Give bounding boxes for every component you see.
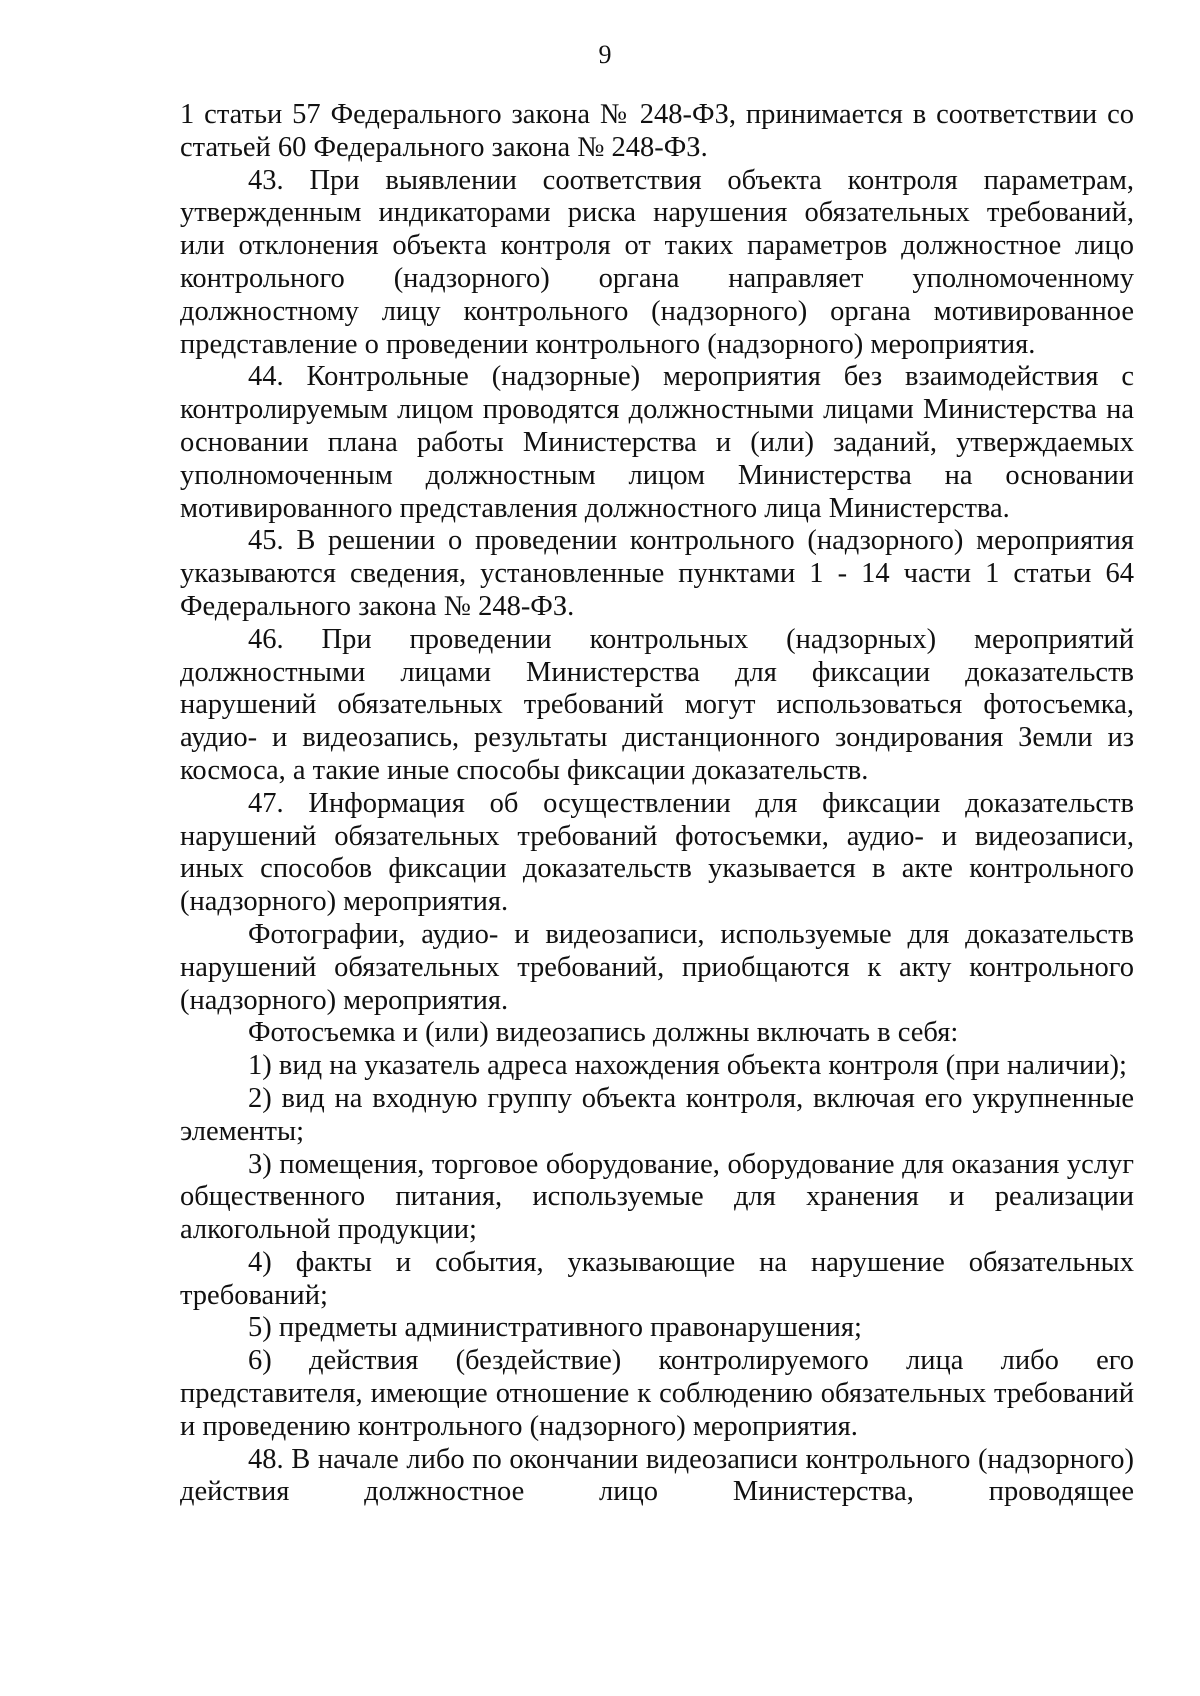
paragraph-continuation: 1 статьи 57 Федерального закона № 248-ФЗ, принимается в соответствии со статьей 60 Федерального закона № 248-ФЗ.: [180, 99, 1134, 163]
list-item-2: 2) вид на входную группу объекта контроля, включая его укрупненные элементы;: [180, 1082, 1134, 1147]
paragraph-45: 45. В решении о проведении контрольного (надзорного) мероприятия указываются сведения, установленные пунктами 1 - 14 части 1 статьи 64 Федерального закона № 248-ФЗ.: [180, 525, 1134, 622]
list-item-4: 4) факты и события, указывающие на нарушение обязательных требований;: [180, 1246, 1134, 1311]
list-item-3: 3) помещения, торговое оборудование, оборудование для оказания услуг общественного питания, используемые для хранения и реализации алкогольной продукции;: [180, 1148, 1134, 1246]
list-item-5: 5) предметы административного правонарушения;: [248, 1312, 862, 1344]
list-item-1: 1) вид на указатель адреса нахождения объекта контроля (при наличии);: [248, 1050, 1127, 1082]
paragraph-46: 46. При проведении контрольных (надзорных) мероприятий должностными лицами Министерства для фиксации доказательств нарушений обязательных требований могут использоваться фотосъемка, аудио- и видеозапись, результаты дистанционного зондирования Земли из космоса, а такие иные способы фиксации доказательств.: [180, 623, 1134, 786]
paragraph-47-list-intro: Фотосъемка и (или) видеозапись должны включать в себя:: [248, 1017, 959, 1049]
page-number: 9: [598, 40, 612, 69]
paragraph-44: 44. Контрольные (надзорные) мероприятия без взаимодействия с контролируемым лицом проводятся должностными лицами Министерства на основании плана работы Министерства и (или) заданий, утверждаемых уполномоченным должностным лицом Министерства на основании мотивированного представления должностного лица Министерства.: [180, 361, 1134, 524]
paragraph-47: 47. Информация об осуществлении для фиксации доказательств нарушений обязательных требований фотосъемки, аудио- и видеозаписи, иных способов фиксации доказательств указывается в акте контрольного (надзорного) мероприятия.: [180, 787, 1134, 918]
document-body: [180, 99, 1134, 1509]
paragraph-47-photos: Фотографии, аудио- и видеозаписи, используемые для доказательств нарушений обязательных требований, приобщаются к акту контрольного (надзорного) мероприятия.: [180, 918, 1134, 1016]
paragraph-48: 48. В начале либо по окончании видеозаписи контрольного (надзорного) действия должностное лицо Министерства, проводящее: [180, 1443, 1134, 1508]
paragraph-43: 43. При выявлении соответствия объекта контроля параметрам, утвержденным индикаторами риска нарушения обязательных требований, или отклонения объекта контроля от таких параметров должностное лицо контрольного (надзорного) органа направляет уполномоченному должностному лицу контрольного (надзорного) органа мотивированное представление о проведении контрольного (надзорного) мероприятия.: [180, 164, 1134, 360]
list-item-6: 6) действия (бездействие) контролируемого лица либо его представителя, имеющие отношение к соблюдению обязательных требований и проведению контрольного (надзорного) мероприятия.: [180, 1345, 1134, 1442]
